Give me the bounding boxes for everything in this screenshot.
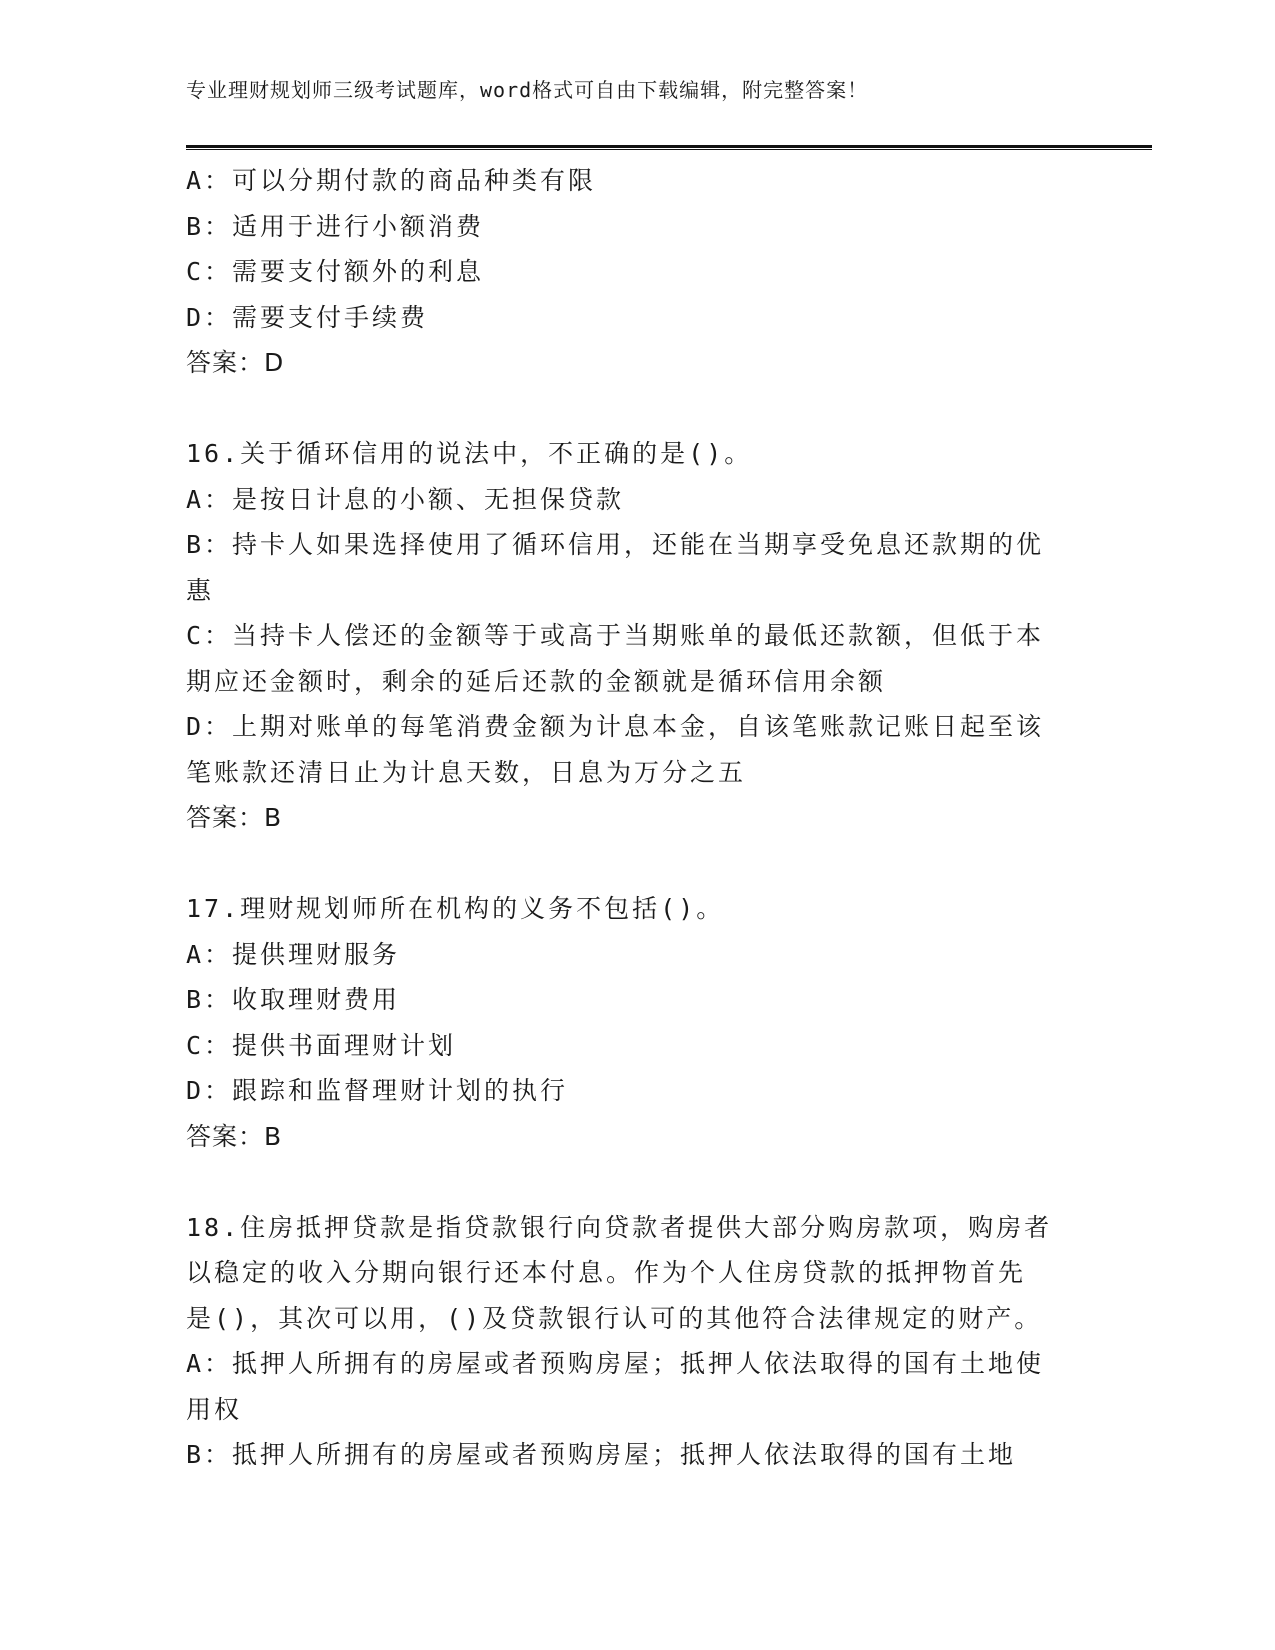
question-16: [186, 431, 1066, 841]
question-stem: 17.理财规划师所在机构的义务不包括()。: [186, 894, 725, 923]
option-a: A：提供理财服务: [186, 939, 401, 969]
answer-line: 答案：D: [186, 348, 285, 377]
option-d-continued: 笔账款还清日止为计息天数，日息为万分之五: [186, 757, 747, 787]
spacer: [186, 1159, 1066, 1205]
answer-line: 答案：B: [186, 1121, 283, 1151]
option-b: B：收取理财费用: [186, 985, 401, 1014]
question-17: [186, 886, 1066, 1159]
question-18: [186, 1205, 1066, 1478]
option-d: D：上期对账单的每笔消费金额为计息本金，自该笔账款记账日起至该: [186, 712, 1045, 741]
option-c: C：需要支付额外的利息: [186, 257, 485, 286]
option-a-continued: 用权: [186, 1394, 243, 1424]
option-b: B：抵押人所拥有的房屋或者预购房屋；抵押人依法取得的国有土地: [186, 1440, 1017, 1469]
question-content: [186, 158, 1066, 1478]
page-header: 专业理财规划师三级考试题库，word格式可自由下载编辑，附完整答案！: [186, 78, 869, 102]
option-a: A：可以分期付款的商品种类有限: [186, 166, 597, 195]
option-b: B：适用于进行小额消费: [186, 211, 485, 241]
option-a: A：抵押人所拥有的房屋或者预购房屋；抵押人依法取得的国有土地使: [186, 1349, 1045, 1378]
option-c: C：提供书面理财计划: [186, 1030, 457, 1060]
option-b-continued: 惠: [186, 575, 215, 605]
question-stem-continued: 以稳定的收入分期向银行还本付息。作为个人住房贷款的抵押物首先: [186, 1258, 1027, 1287]
option-c: C：当持卡人偿还的金额等于或高于当期账单的最低还款额，但低于本: [186, 621, 1045, 650]
spacer: [186, 386, 1066, 432]
option-d: D：跟踪和监督理财计划的执行: [186, 1076, 569, 1105]
question-15: [186, 158, 1066, 386]
option-d: D：需要支付手续费: [186, 302, 429, 332]
answer-line: 答案：B: [186, 803, 283, 832]
option-c-continued: 期应还金额时，剩余的延后还款的金额就是循环信用余额: [186, 666, 887, 696]
option-a: A：是按日计息的小额、无担保贷款: [186, 484, 625, 514]
option-b: B：持卡人如果选择使用了循环信用，还能在当期享受免息还款期的优: [186, 530, 1045, 559]
spacer: [186, 841, 1066, 887]
question-stem: 16.关于循环信用的说法中，不正确的是()。: [186, 439, 753, 468]
question-stem: 18.住房抵押贷款是指贷款银行向贷款者提供大部分购房款项，购房者: [186, 1212, 1053, 1242]
question-stem-continued: 是()，其次可以用，()及贷款银行认可的其他符合法律规定的财产。: [186, 1303, 1043, 1333]
header-divider: [186, 145, 1152, 150]
